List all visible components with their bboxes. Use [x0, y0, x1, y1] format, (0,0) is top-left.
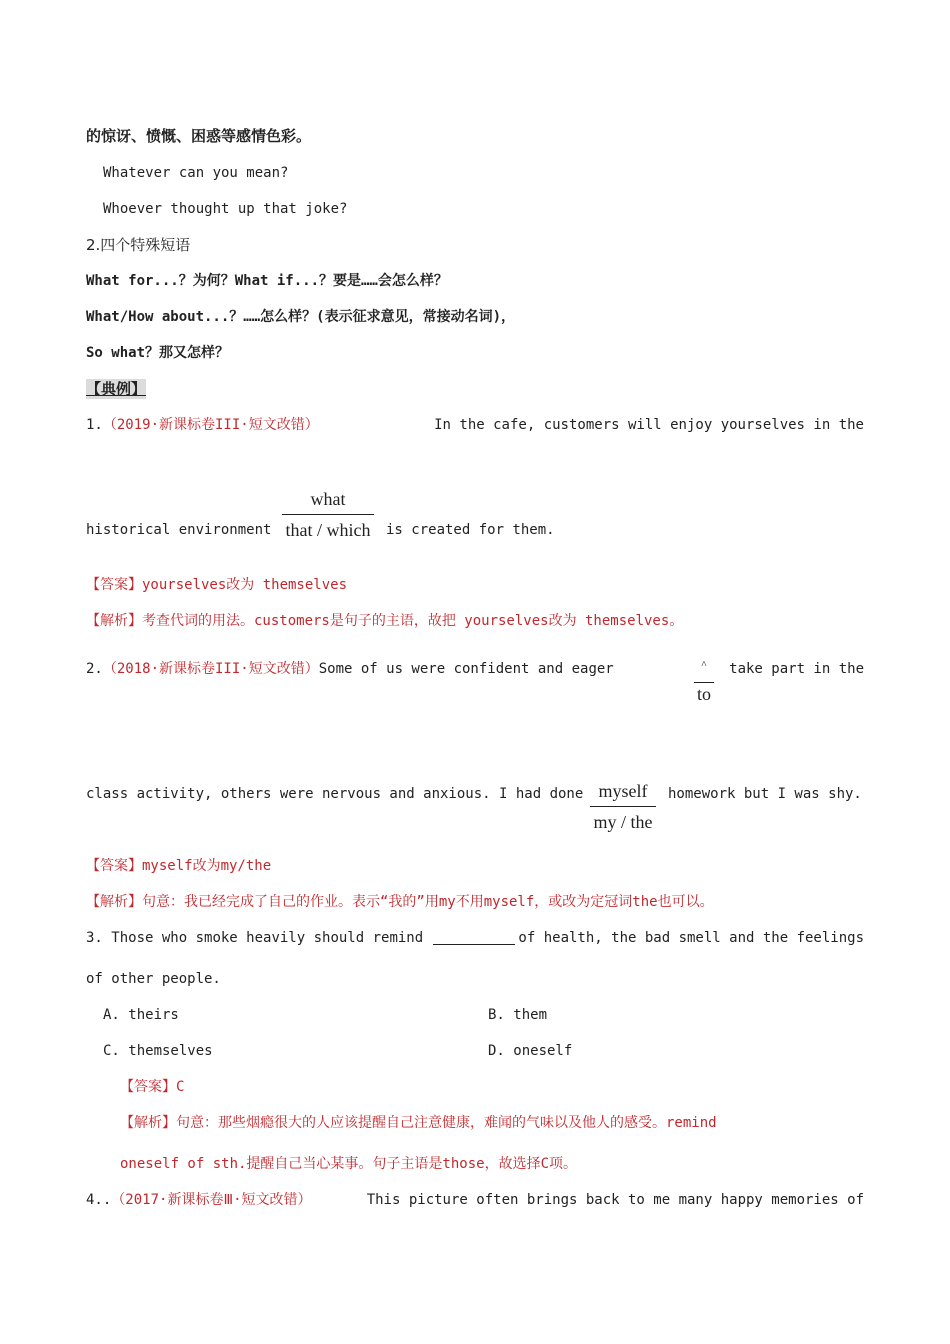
question-text: class activity, others were nervous and anxious. I had done [86, 786, 584, 802]
question-number: 3. [86, 930, 103, 946]
example-sentence: Whoever thought up that joke? [103, 201, 348, 217]
insertion-mark [694, 654, 714, 705]
question-text: Some of us were confident and eager [318, 661, 614, 677]
question-text: homework but I was shy. [668, 786, 862, 802]
analysis: 【解析】句意：那些烟瘾很大的人应该提醒自己注意健康，难闻的气味以及他人的感受。remind [120, 1115, 717, 1131]
question-number: 1. [86, 417, 103, 433]
question-text: This picture often brings back to me many happy memories of [366, 1192, 864, 1208]
correction-word: myself [590, 780, 656, 807]
question-text: of health, the bad smell and the feelings [518, 930, 864, 946]
intro-line: 的惊讶、愤慨、困惑等感情色彩。 [86, 127, 312, 145]
question-text: of other people. [86, 971, 221, 987]
question-2-line1 [86, 659, 614, 679]
phrase-line: What for...？为何？What if...？要是……会怎么样？ [86, 273, 448, 289]
correction-mark [590, 780, 656, 833]
question-source: （2017·新课标卷Ⅲ·短文改错） [111, 1192, 312, 1208]
correction-mark [282, 488, 374, 541]
question-text: In the cafe, customers will enjoy yourselves in the [434, 417, 864, 433]
analysis: oneself of sth.提醒自己当心某事。句子主语是those，故选择C项。 [120, 1156, 578, 1172]
option-d: D. oneself [488, 1043, 573, 1059]
question-source: （2018·新课标卷III·短文改错） [102, 661, 319, 677]
option-b: B. them [488, 1007, 548, 1023]
question-text: historical environment [86, 522, 272, 538]
question-text: Those who smoke heavily should remind [111, 930, 424, 946]
question-text: is created for them. [386, 522, 555, 538]
option-a: A. theirs [103, 1007, 179, 1023]
caret-icon: ^ [694, 654, 714, 683]
example-sentence: Whatever can you mean? [103, 165, 289, 181]
question-1-line1 [86, 415, 864, 435]
section-heading: 2.四个特殊短语 [86, 236, 191, 254]
answer: 【答案】yourselves改为 themselves [86, 577, 348, 593]
analysis: 【解析】考查代词的用法。customers是句子的主语，故把 yourselves改为 themselves。 [86, 613, 684, 629]
examples-label: 【典例】 [86, 380, 147, 398]
option-c: C. themselves [103, 1043, 213, 1059]
analysis: 【解析】句意：我已经完成了自己的作业。表示“我的”用my不用myself，或改为定冠词the也可以。 [86, 894, 714, 910]
original-word: my / the [593, 812, 653, 832]
answer: 【答案】C [120, 1079, 185, 1095]
answer-blank [433, 930, 515, 945]
inserted-word: to [696, 684, 711, 704]
question-number: 4.. [86, 1192, 112, 1208]
phrase-line: What/How about...？……怎么样？(表示征求意见，常接动名词)， [86, 309, 516, 325]
question-text: take part in the [729, 661, 864, 677]
question-4-line1 [86, 1190, 864, 1210]
original-word: that / which [285, 520, 371, 540]
question-number: 2. [86, 661, 103, 677]
question-3-line1 [86, 928, 423, 948]
answer: 【答案】myself改为my/the [86, 858, 272, 874]
phrase-line: So what？那又怎样？ [86, 345, 230, 361]
question-source: （2019·新课标卷III·短文改错） [102, 417, 319, 433]
correction-word: what [282, 488, 374, 515]
